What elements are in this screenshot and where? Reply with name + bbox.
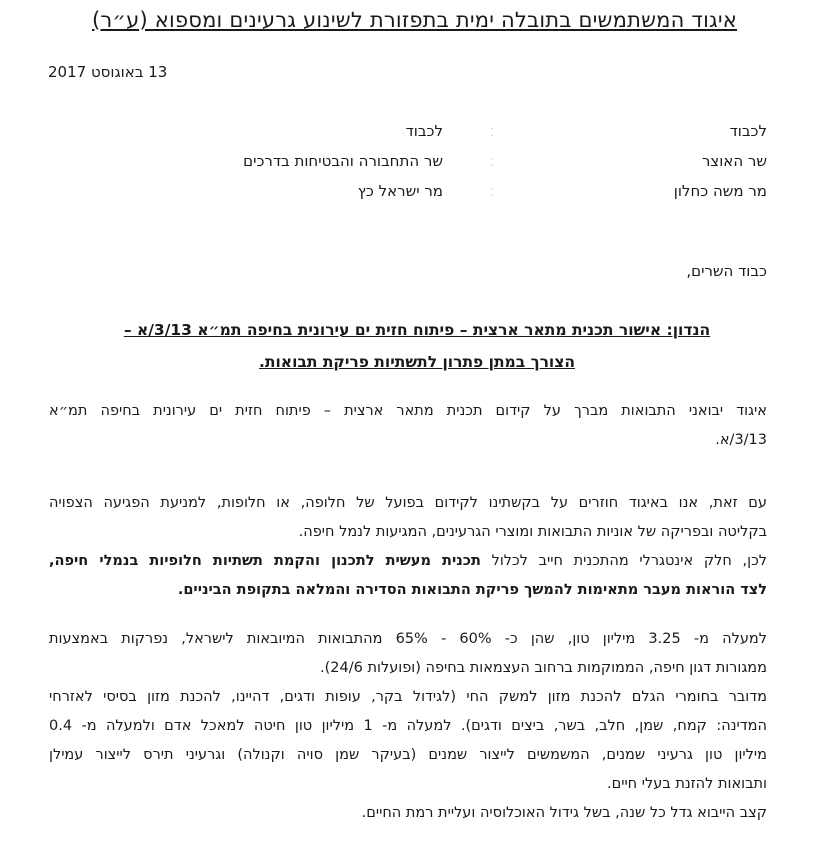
addressee-right-line-3: מר משה כחלון xyxy=(673,182,767,200)
paragraph-2-line-1: עם זאת, אנו באיגוד חוזרים על בקשתינו לקידום בפועל של חלופה, או חלופות, למניעת הפגיעה הצפויה xyxy=(49,495,767,511)
paragraph-2-line-4: לצד הוראות מעבר מתאימות להמשך פריקת התבואות הסדירה והמלאה בתקופת הביניים. xyxy=(177,582,767,598)
subject-line-2: הצורך במתן פתרון לתשתיות פריקת תבואות. xyxy=(258,353,575,371)
paragraph-3-line-4: המדינה: קמח, שמן, חלב, בשר, ביצים ודגים). למעלה מ- 1 מיליון טון חיטה למאכל אדם ולמעלה מ- 0.4 xyxy=(49,718,767,734)
paragraph-3 xyxy=(49,625,767,828)
paragraph-2-line-2: בקליטה ובפריקה של אוניות התבואות ומוצרי הגרעינים, המגיעות לנמל חיפה. xyxy=(298,524,767,540)
paragraph-3-line-7: קצב הייבוא גדל כל שנה, בשל גידול האוכלוסיה ועליית רמת החיים. xyxy=(361,805,767,821)
organization-header: איגוד המשתמשים בתובלה ימית בתפזורת לשינוע גרעינים ומספוא (ע״ר) xyxy=(91,8,737,32)
subject-line xyxy=(67,314,767,378)
paragraph-3-line-5: מיליון טון גרעיני שמנים, המשמשים לייצור שמנים (בעיקר שמן סויה וקנולה) וגרעיני תירס לייצור עמילן xyxy=(49,747,767,763)
paragraph-1-line-1: איגוד יבואני התבואות מברך על קידום תכנית מתאר ארצית – פיתוח חזית ים עירונית בחיפה תמ״א xyxy=(49,403,767,419)
subject-line-1: הנדון: אישור תכנית מתאר ארצית – פיתוח חזית ים עירונית בחיפה תמ״א 3/13/א – xyxy=(123,321,711,339)
scan-artifact-dots: ⁚ xyxy=(490,186,494,199)
addressee-middle-line-3: מר ישראל כץ xyxy=(357,182,443,200)
scan-artifact-dots: ⁚ xyxy=(490,156,494,169)
scan-artifact-dots: ⁚ xyxy=(490,126,494,139)
paragraph-1-line-2: 3/13/א. xyxy=(715,432,767,448)
addressee-right-line-2: שר האוצר xyxy=(701,152,767,170)
addressee-middle-line-2: שר התחבורה והבטיחות בדרכים xyxy=(243,152,443,170)
addressee-middle-line-1: לכבוד xyxy=(405,122,443,140)
paragraph-3-line-2: ממגורות דגון חיפה, הממוקמות ברחוב העצמאות בחיפה (ופועלות 24/6). xyxy=(320,660,767,676)
paragraph-2 xyxy=(49,489,767,605)
paragraph-1 xyxy=(49,397,767,455)
paragraph-2-line-3-plain: לכן, חלק אינטגרלי מהתכנית חייב לכלול xyxy=(480,553,767,569)
paragraph-3-line-6: ותבואות להזנת בעלי חיים. xyxy=(606,776,767,792)
addressee-right-line-1: לכבוד xyxy=(729,122,767,140)
paragraph-3-line-1: למעלה מ- 3.25 מיליון טון, שהן כ- 60% - 65% מהתבואות המיובאות לישראל, נפרקות באמצעות xyxy=(49,631,767,647)
greeting: כבוד השרים, xyxy=(686,262,767,280)
paragraph-3-line-3: מדובר בחומרי הגלם להכנת מזון למשק החי (לגידול בקר, עופות ודגים, דהיינו, להכנת מזון בסיסי לאזרחי xyxy=(49,689,767,705)
paragraph-2-line-3-bold: תכנית מעשית לתכנון והקמת תשתיות חלופיות בנמלי חיפה, xyxy=(49,553,481,569)
paragraph-2-line-3 xyxy=(49,547,767,576)
letter-date: 13 באוגוסט 2017 xyxy=(48,63,168,81)
